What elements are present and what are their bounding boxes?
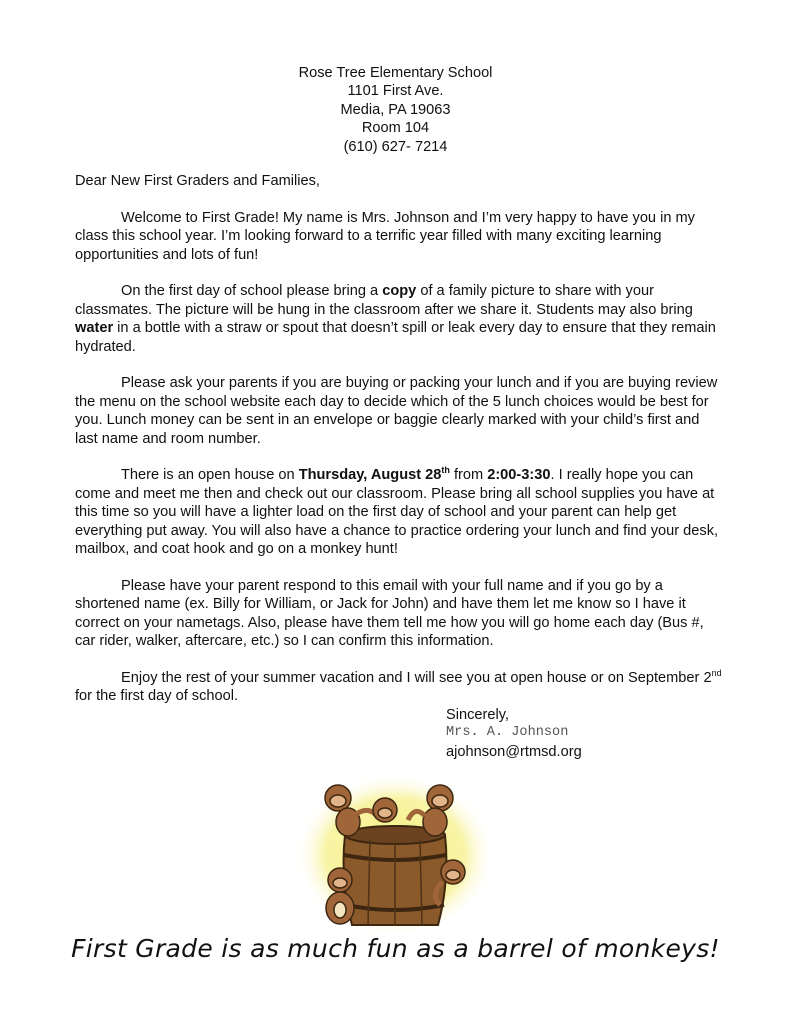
paragraph-lunch: Please ask your parents if you are buying or packing your lunch and if you are buying review the menu on the school website each day to decide which of the 5 lunch choices would be best for you. Lunch money can be sent in an envelope or baggie clearly marked with your child’s first and last name and room number.: [75, 375, 718, 447]
paragraph-welcome: Welcome to First Grade! My name is Mrs. Johnson and I’m very happy to have you in my class this school year. I’m looking forward to a terrific year filled with many exciting learning opportunities and lots of fun!: [75, 209, 695, 263]
paragraph-nametags: Please have your parent respond to this email with your full name and if you go by a shortened name (ex. Billy for William, or Jack for John) and have them let me know so I have it correct on your nametags. Also, please have them tell me how you will go home each day (Bus #, car rider, walker, aftercare, etc.) so I can confirm this information.: [75, 577, 704, 650]
sincerely: Sincerely,: [446, 707, 509, 723]
letter-body: [75, 172, 725, 724]
greeting: Dear New First Graders and Families,: [75, 173, 320, 189]
school-name: Rose Tree Elementary School: [298, 65, 493, 81]
bold-open-house-date: Thursday, August 28th: [298, 465, 450, 484]
closing-block: [446, 706, 582, 761]
banner-slogan: First Grade is as much fun as a barrel of monkeys!: [71, 934, 720, 963]
teacher-email[interactable]: ajohnson@rtmsd.org: [446, 743, 582, 760]
paragraph-first-day: On the first day of school please bring a copy of a family picture to share with your classmates. The picture will be hung in the classroom after we share it. Students may also bring water in a bottle with a straw or spout that doesn’t spill or leak every day to ensure that they remain hydrated.: [75, 283, 716, 355]
monkey-bottom-left-icon: [326, 868, 354, 924]
school-address-block: [0, 64, 791, 156]
school-phone: (610) 627- 7214: [343, 138, 448, 155]
bold-open-house-time: 2:00-3:30: [487, 467, 551, 484]
bold-copy: copy: [382, 283, 417, 300]
signature: Mrs. A. Johnson: [446, 725, 569, 741]
school-street: 1101 First Ave.: [347, 83, 444, 100]
barrel-icon: [344, 826, 447, 926]
bold-water: water: [75, 320, 114, 337]
monkey-top-middle-icon: [373, 798, 397, 822]
paragraph-open-house: There is an open house on Thursday, August 28th from 2:00-3:30. I really hope you can come and meet me then and check out our classroom. Please bring all school supplies you have at this time so you will have a lighter load on the first day of school and your parent can help get everything put away. You will also have a chance to practice ordering your lunch and find your desk, mailbox, and coat hook and go on a monkey hunt!: [75, 465, 719, 558]
paragraph-closing: Enjoy the rest of your summer vacation and I will see you at open house or on September 2nd for the first day of school.: [75, 668, 722, 705]
barrel-of-monkeys-illustration: [290, 770, 500, 940]
school-city: Media, PA 19063: [340, 101, 451, 118]
school-room: Room 104: [361, 120, 430, 137]
